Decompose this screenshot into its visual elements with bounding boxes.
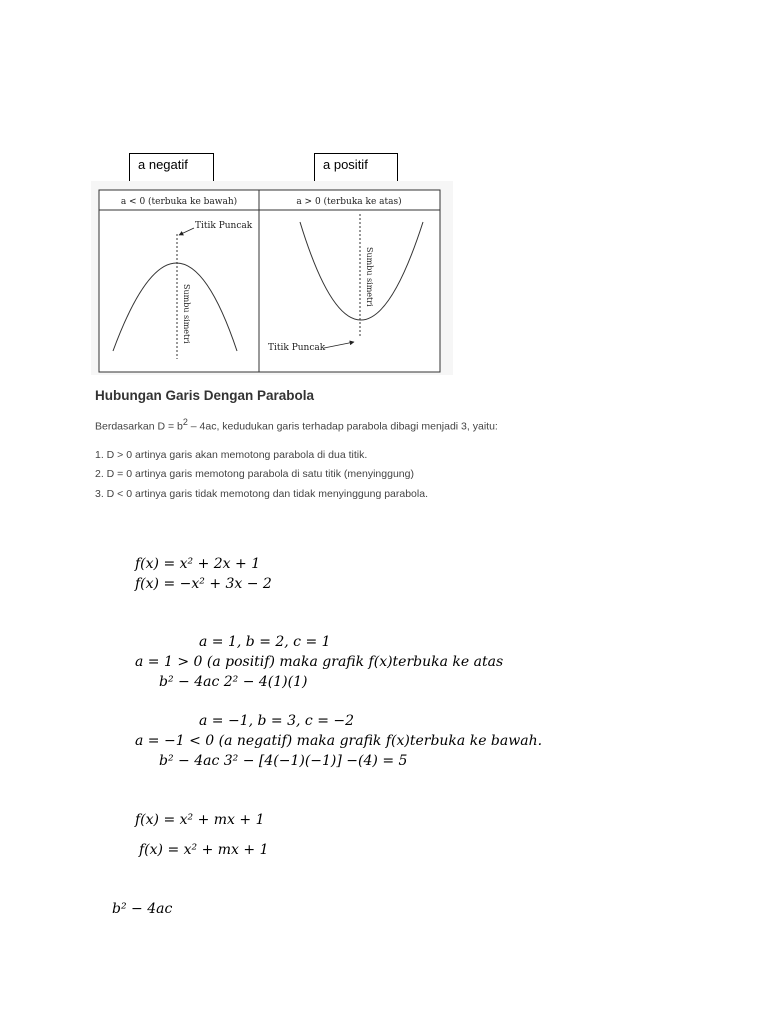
parabola-figure [91,181,453,375]
right-header: a > 0 (terbuka ke atas) [296,197,402,207]
a-negatif-label: a negatif [129,153,214,183]
intro-suffix: – 4ac, kedudukan garis terhadap parabola dibagi menjadi 3, yaitu: [187,420,498,433]
section-title: Hubungan Garis Dengan Parabola [95,388,315,403]
a-positif-label: a positif [314,153,398,183]
section-intro [95,417,498,433]
right-peak-label: Titik Puncak [268,343,326,353]
function-1: f(x) = x² + 2x + 1 [135,556,261,572]
conclusion-1: a = 1 > 0 (a positif) maka grafik f(x)terbuka ke atas [135,654,504,670]
intro-prefix: Berdasarkan D = b [95,420,183,433]
list-item: 1. D > 0 artinya garis akan memotong parabola di dua titik. [95,449,368,461]
list-item: 3. D < 0 artinya garis tidak memotong dan tidak menyinggung parabola. [95,488,428,500]
function-4: f(x) = x² + mx + 1 [139,842,269,858]
function-3: f(x) = x² + mx + 1 [135,812,265,828]
discriminant-1: b² − 4ac 2² − 4(1)(1) [159,674,308,690]
left-peak-label: Titik Puncak [195,221,253,231]
intro-exponent: 2 [182,417,188,427]
left-header: a < 0 (terbuka ke bawah) [120,197,238,207]
discriminant-2: b² − 4ac 3² − [4(−1)(−1)] −(4) = 5 [159,753,408,769]
coefficients-2: a = −1, b = 3, c = −2 [199,713,355,729]
parabola-diagram [91,181,453,375]
list-item: 2. D = 0 artinya garis memotong parabola di satu titik (menyinggung) [95,468,414,480]
right-axis-label: Sumbu simetri [365,247,374,307]
function-2: f(x) = −x² + 3x − 2 [135,576,272,592]
coefficients-1: a = 1, b = 2, c = 1 [199,634,331,650]
left-axis-label: Sumbu simetri [182,284,191,344]
discriminant-3: b² − 4ac [112,901,173,917]
conclusion-2: a = −1 < 0 (a negatif) maka grafik f(x)terbuka ke bawah. [135,733,543,749]
